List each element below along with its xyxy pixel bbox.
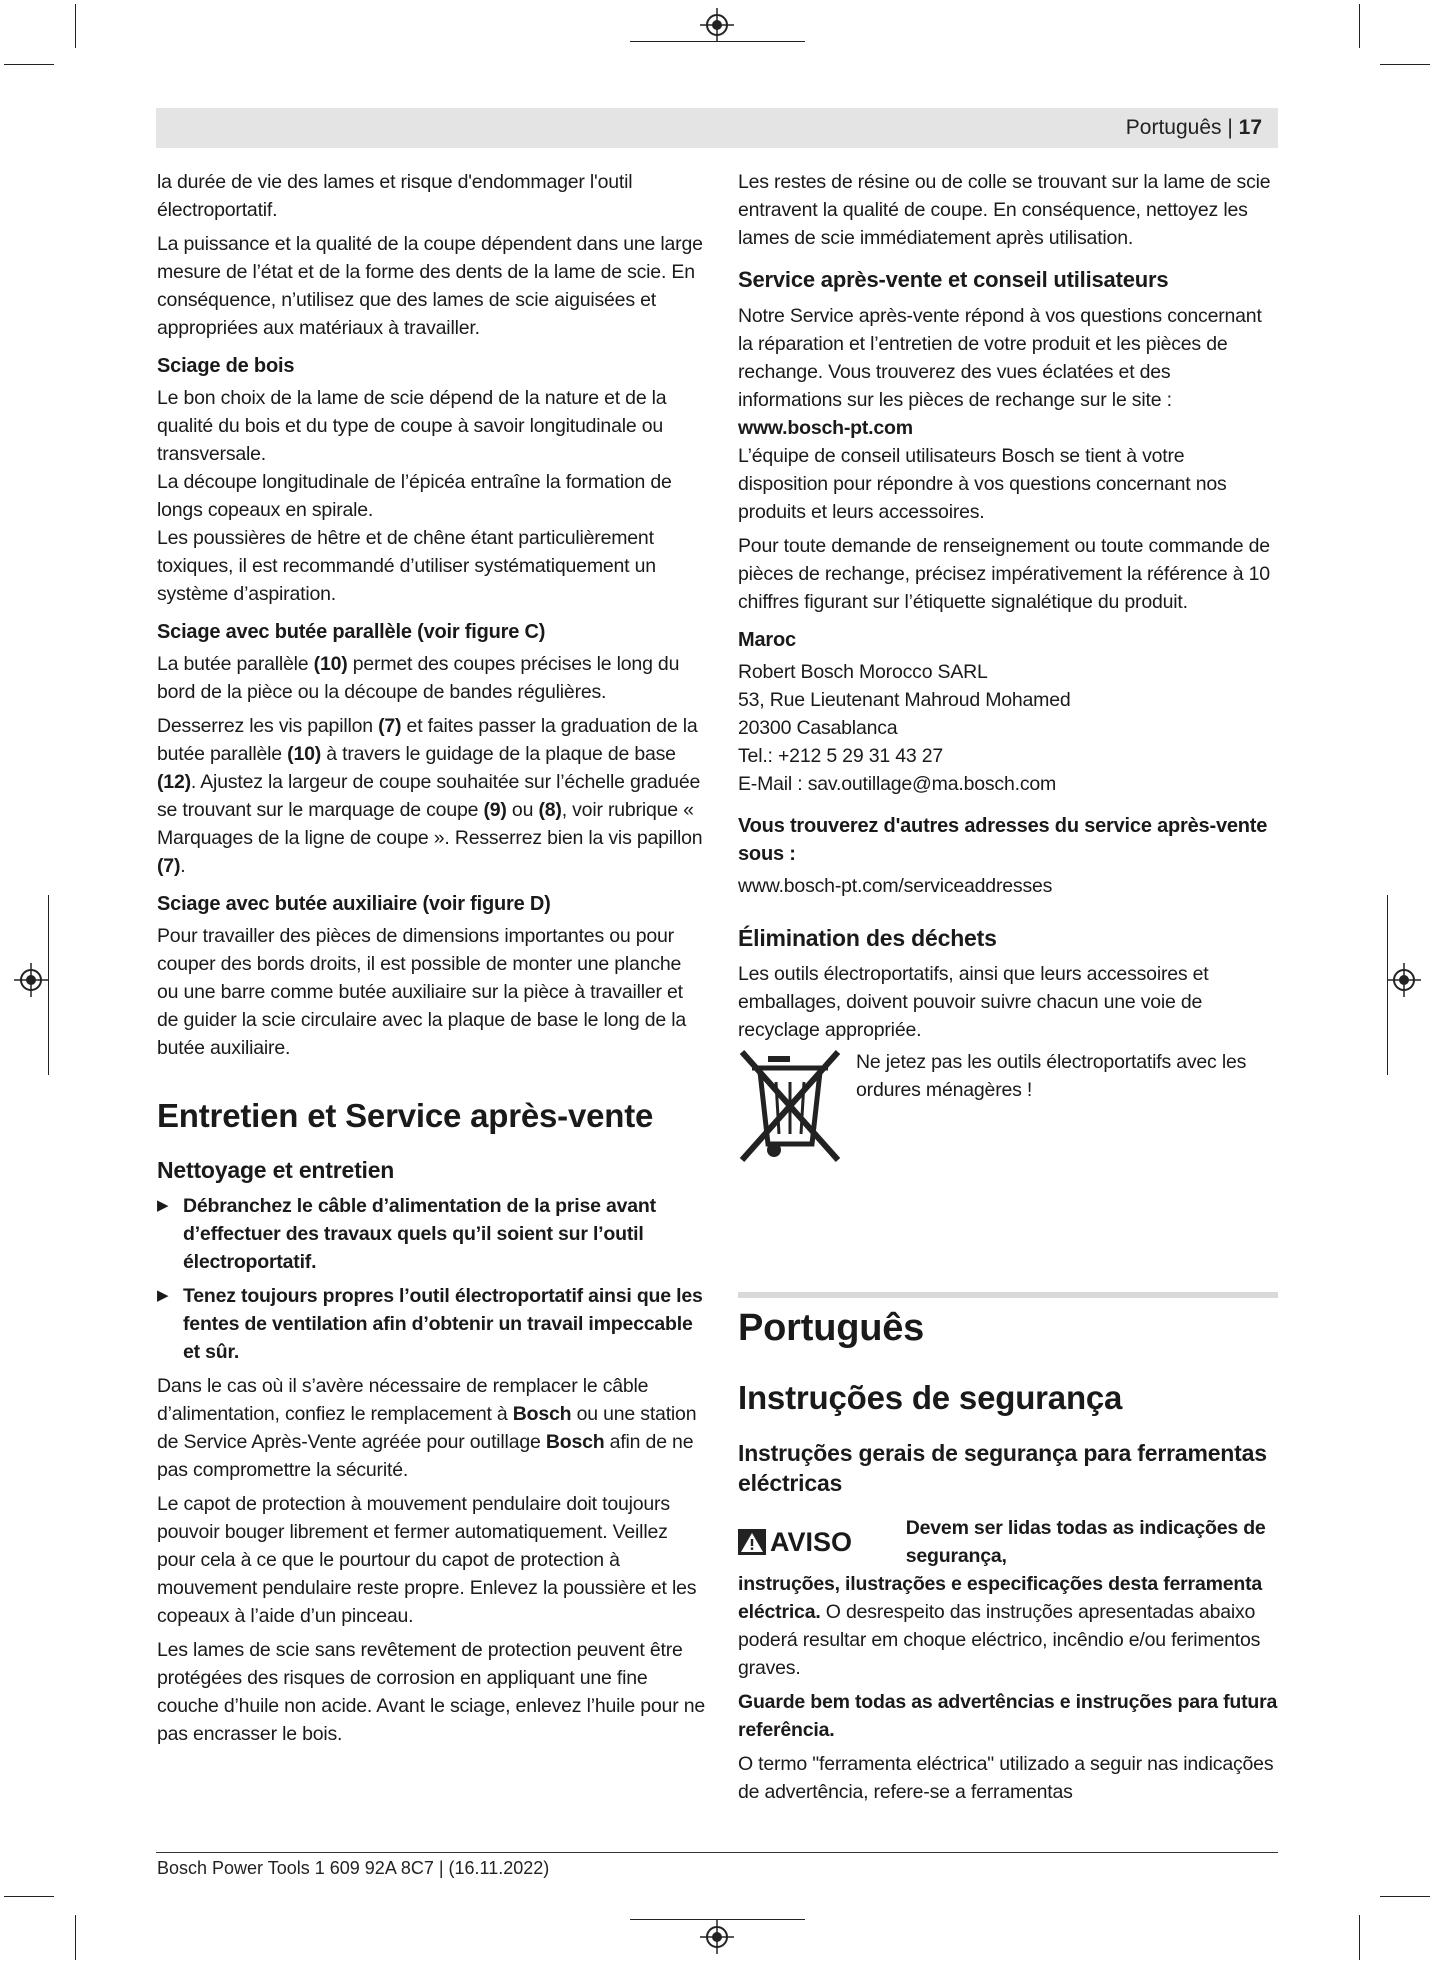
- heading-instrucoes-gerais: Instruções gerais de segurança para ferramentas eléctricas: [738, 1440, 1267, 1496]
- warning-triangle-icon: [738, 1529, 766, 1555]
- crop-mark: [4, 1896, 54, 1897]
- crop-mark: [1380, 1896, 1430, 1897]
- warning-bullet: ▶ Débranchez le câble d’alimentation de la prise avant d’effectuer des travaux quels qu’il soient sur l’outil électroportatif.: [157, 1192, 705, 1276]
- left-column: [157, 168, 705, 1754]
- paragraph: Notre Service après-vente répond à vos questions concernant la réparation et l’entretien de votre produit et les pièces de rechange. Vous trouverez des vues éclatées et des informations sur les pièces de rechange sur le site :: [738, 305, 1262, 411]
- heading-nettoyage: Nettoyage et entretien: [157, 1157, 395, 1183]
- bullet-triangle-icon: ▶: [157, 1287, 169, 1304]
- registration-mark-icon: [700, 1920, 734, 1954]
- paragraph: Les outils électroportatifs, ainsi que leurs accessoires et emballages, doivent pouvoir suivre chacun une voie de recyclage appropriée.: [738, 963, 1209, 1041]
- address-line: 53, Rue Lieutenant Mahroud Mohamed: [738, 689, 1071, 711]
- paragraph: Pour travailler des pièces de dimensions importantes ou pour couper des bords droits, il est possible de monter une planche ou une barre comme butée auxiliaire sur la pièce à travailler et de guider la scie circulaire avec la plaque de base le long de la butée auxiliaire.: [157, 925, 687, 1059]
- heading-butee-parallele: Sciage avec butée parallèle (voir figure C): [157, 621, 546, 643]
- paragraph: La découpe longitudinale de l’épicéa entraîne la formation de longs copeaux en spirale.: [157, 471, 672, 521]
- heading-butee-auxiliaire: Sciage avec butée auxiliaire (voir figure D): [157, 893, 551, 915]
- page-number: 17: [1238, 116, 1262, 139]
- paragraph: La butée parallèle (10) permet des coupes précises le long du bord de la pièce ou la découpe de bandes régulières.: [157, 653, 680, 703]
- crop-mark: [1359, 1915, 1360, 1960]
- weee-text: Ne jetez pas les outils électroportatifs avec les ordures ménagères !: [856, 1051, 1247, 1101]
- registration-mark-icon: [700, 8, 734, 42]
- crop-mark: [4, 64, 54, 65]
- paragraph: Les restes de résine ou de colle se trouvant sur la lame de scie entravent la qualité de coupe. En conséquence, nettoyez les lames de scie immédiatement après utilisation.: [738, 171, 1271, 249]
- paragraph: O termo "ferramenta eléctrica" utilizado a seguir nas indicações de advertência, refere-se a ferramentas: [738, 1753, 1274, 1803]
- paragraph: Le capot de protection à mouvement pendulaire doit toujours pouvoir bouger librement et fermer automatiquement. Veillez pour cela à ce que le pourtour du capot de protection à mouvement pendulaire reste propre. Enlevez la poussière et les copeaux à l’aide d’un pinceau.: [157, 1493, 697, 1627]
- paragraph: L’équipe de conseil utilisateurs Bosch se tient à votre disposition pour répondre à vos questions concernant nos produits et leurs accessoires.: [738, 445, 1227, 523]
- portuguese-section: [738, 1306, 1278, 1812]
- header-label: Português | 17: [1125, 116, 1262, 139]
- heading-elimination: Élimination des déchets: [738, 925, 997, 951]
- aviso-row: [738, 1514, 1278, 1570]
- bullet-triangle-icon: ▶: [157, 1197, 169, 1214]
- crossed-bin-icon: [738, 1048, 842, 1164]
- heading-more-addresses: Vous trouverez d'autres adresses du service après-vente sous :: [738, 815, 1268, 865]
- heading-service: Service après-vente et conseil utilisateurs: [738, 267, 1169, 292]
- page-header: [156, 108, 1278, 148]
- paragraph: Pour toute demande de renseignement ou toute commande de pièces de rechange, précisez impérativement la référence à 10 chiffres figurant sur l’étiquette signalétique du produit.: [738, 535, 1270, 613]
- paragraph: Guarde bem todas as advertências e instruções para futura referência.: [738, 1691, 1278, 1741]
- warning-bullet: ▶ Tenez toujours propres l’outil électroportatif ainsi que les fentes de ventilation afin d’obtenir un travail impeccable et sûr.: [157, 1282, 705, 1366]
- registration-mark-icon: [14, 963, 48, 997]
- link-bosch-pt[interactable]: www.bosch-pt.com: [738, 417, 913, 439]
- paragraph: La puissance et la qualité de la coupe dépendent dans une large mesure de l’état et de la forme des dents de la lame de scie. En conséquence, n’utilisez que des lames de scie aiguisées et appropriées aux matériaux à travailler.: [157, 233, 703, 339]
- heading-maroc: Maroc: [738, 629, 796, 651]
- address-line: Tel.: +212 5 29 31 43 27: [738, 745, 943, 767]
- footer-text: Bosch Power Tools 1 609 92A 8C7 | (16.11.2022): [157, 1858, 550, 1878]
- paragraph: Desserrez les vis papillon (7) et faites passer la graduation de la butée parallèle (10) à travers le guidage de la plaque de base (12). Ajustez la largeur de coupe souhaitée sur l’échelle graduée se trouvant sur le marquage de coupe (9) ou (8), voir rubrique « Marquages de la ligne de coupe ». Resserrez bien la vis papillon (7).: [157, 715, 703, 877]
- crop-mark: [1380, 64, 1430, 65]
- email-link[interactable]: E-Mail : sav.outillage@ma.bosch.com: [738, 773, 1057, 795]
- registration-mark-icon: [1387, 963, 1421, 997]
- address-block: [738, 658, 1278, 798]
- heading-sciage-bois: Sciage de bois: [157, 355, 295, 377]
- paragraph: Les lames de scie sans revêtement de protection peuvent être protégées des risques de corrosion en appliquant une fine couche d’huile non acide. Avant le sciage, enlevez l’huile pour ne pas encrasser le bois.: [157, 1639, 705, 1745]
- heading-entretien: Entretien et Service après-vente: [157, 1097, 654, 1134]
- aviso-text: Devem ser lidas todas as indicações de segurança,: [905, 1517, 1266, 1567]
- heading-instrucoes-seguranca: Instruções de segurança: [738, 1379, 1123, 1416]
- paragraph: Les poussières de hêtre et de chêne étant particulièrement toxiques, il est recommandé d’utiliser systématiquement un système d’aspiration.: [157, 527, 656, 605]
- footer-rule: [156, 1852, 1278, 1853]
- heading-portugues: Português: [738, 1307, 925, 1349]
- crop-mark: [48, 895, 49, 1075]
- paragraph: instruções, ilustrações e especificações desta ferramenta eléctrica. O desrespeito das instruções apresentadas abaixo poderá resultar em choque eléctrico, incêndio e/ou ferimentos graves.: [738, 1573, 1263, 1679]
- link-serviceaddresses[interactable]: www.bosch-pt.com/serviceaddresses: [738, 875, 1053, 897]
- aviso-badge: AVISO: [738, 1514, 906, 1570]
- paragraph: la durée de vie des lames et risque d'endommager l'outil électroportatif.: [157, 171, 633, 221]
- section-divider: [738, 1292, 1278, 1298]
- right-column: [738, 168, 1278, 1164]
- address-line: Robert Bosch Morocco SARL: [738, 661, 988, 683]
- crop-mark: [1359, 4, 1360, 48]
- crop-mark: [75, 4, 76, 48]
- weee-notice: [738, 1048, 1278, 1164]
- paragraph: Le bon choix de la lame de scie dépend de la nature et de la qualité du bois et du type de coupe à savoir longitudinale ou transversale.: [157, 387, 667, 465]
- paragraph: Dans le cas où il s’avère nécessaire de remplacer le câble d’alimentation, confiez le remplacement à Bosch ou une station de Service Après-Vente agréée pour outillage Bosch afin de ne pas compromettre la sécurité.: [157, 1375, 697, 1481]
- crop-mark: [75, 1915, 76, 1960]
- address-line: 20300 Casablanca: [738, 717, 898, 739]
